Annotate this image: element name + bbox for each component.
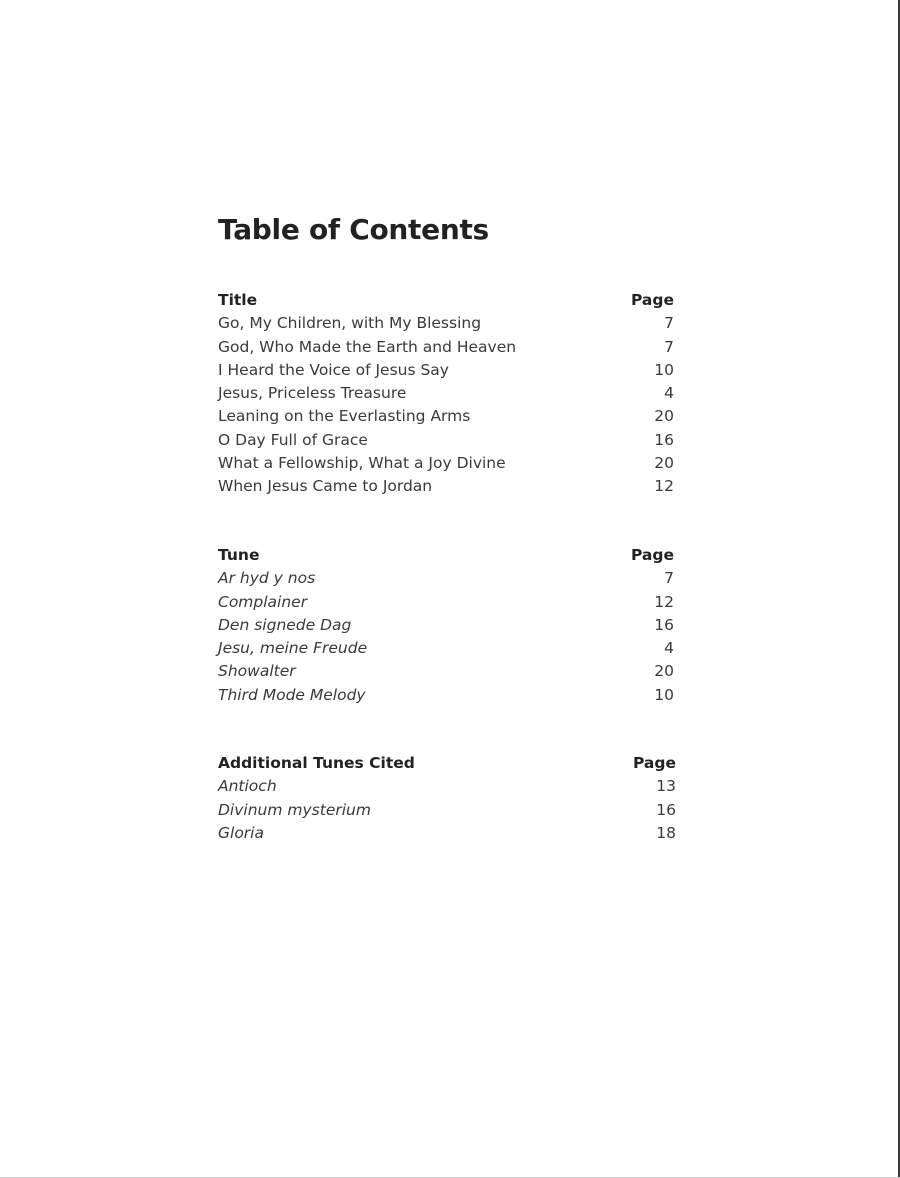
toc-entry-tune: Showalter: [218, 662, 296, 681]
toc-section-tunes: [218, 544, 674, 707]
toc-entry-title: What a Fellowship, What a Joy Divine: [218, 454, 506, 473]
toc-entry-page: 16: [654, 615, 674, 634]
toc-entry-tune: Antioch: [218, 777, 277, 796]
toc-entry-page: 16: [656, 800, 676, 819]
toc-entry[interactable]: [218, 405, 674, 428]
toc-section-header: [218, 289, 674, 312]
toc-entry-page: 13: [656, 777, 676, 796]
toc-entry[interactable]: [218, 475, 674, 498]
toc-entry[interactable]: [218, 637, 674, 660]
toc-section-titles: [218, 289, 674, 499]
toc-entry-tune: Jesu, meine Freude: [218, 639, 368, 658]
toc-entry-page: 7: [664, 337, 674, 356]
toc-entry[interactable]: [218, 775, 676, 798]
toc-entry-tune: Third Mode Melody: [218, 685, 366, 704]
toc-entry-title: O Day Full of Grace: [218, 430, 368, 449]
toc-entry-tune: Den signede Dag: [218, 615, 352, 634]
toc-entry-title: Go, My Children, with My Blessing: [218, 314, 482, 333]
toc-entry-page: 20: [654, 662, 674, 681]
toc-entry-page: 16: [654, 430, 674, 449]
toc-entry-page: 20: [654, 407, 674, 426]
toc-entry-page: 10: [654, 360, 674, 379]
toc-entry-tune: Gloria: [218, 823, 264, 842]
toc-entry-title: I Heard the Voice of Jesus Say: [218, 360, 449, 379]
toc-entry-page: 20: [654, 454, 674, 473]
toc-entry-page: 7: [664, 569, 674, 588]
toc-entry[interactable]: [218, 452, 674, 475]
page-title: Table of Contents: [218, 213, 489, 246]
toc-entry[interactable]: [218, 799, 676, 822]
toc-entry[interactable]: [218, 359, 674, 382]
toc-entry-page: 4: [664, 639, 674, 658]
column-heading-title: Title: [218, 291, 258, 309]
toc-section-additional-tunes: [218, 752, 676, 845]
column-heading-page: Page: [630, 291, 674, 309]
toc-entry[interactable]: [218, 614, 674, 637]
toc-entry-title: When Jesus Came to Jordan: [218, 477, 433, 496]
toc-entry[interactable]: [218, 822, 676, 845]
toc-entry-title: God, Who Made the Earth and Heaven: [218, 337, 517, 356]
toc-entry-page: 10: [654, 685, 674, 704]
toc-entry[interactable]: [218, 312, 674, 335]
toc-section-header: [218, 752, 676, 775]
toc-entry-page: 4: [664, 384, 674, 403]
toc-entry-page: 12: [654, 477, 674, 496]
toc-entry-page: 7: [664, 314, 674, 333]
toc-entry-tune: Complainer: [218, 592, 308, 611]
toc-entry[interactable]: [218, 591, 674, 614]
toc-entry-title: Jesus, Priceless Treasure: [218, 384, 407, 403]
toc-entry[interactable]: [218, 382, 674, 405]
toc-entry-title: Leaning on the Everlasting Arms: [218, 407, 471, 426]
toc-entry[interactable]: [218, 336, 674, 359]
toc-entry[interactable]: [218, 429, 674, 452]
column-heading-page: Page: [632, 754, 676, 772]
column-heading-additional-tunes: Additional Tunes Cited: [218, 754, 415, 772]
column-heading-page: Page: [630, 546, 674, 564]
toc-section-header: [218, 544, 674, 567]
toc-entry-tune: Ar hyd y nos: [218, 569, 316, 588]
toc-entry[interactable]: [218, 567, 674, 590]
toc-entry-page: 18: [656, 823, 676, 842]
toc-entry[interactable]: [218, 660, 674, 683]
toc-entry-tune: Divinum mysterium: [218, 800, 371, 819]
column-heading-tune: Tune: [218, 546, 260, 564]
toc-entry-page: 12: [654, 592, 674, 611]
toc-entry[interactable]: [218, 684, 674, 707]
